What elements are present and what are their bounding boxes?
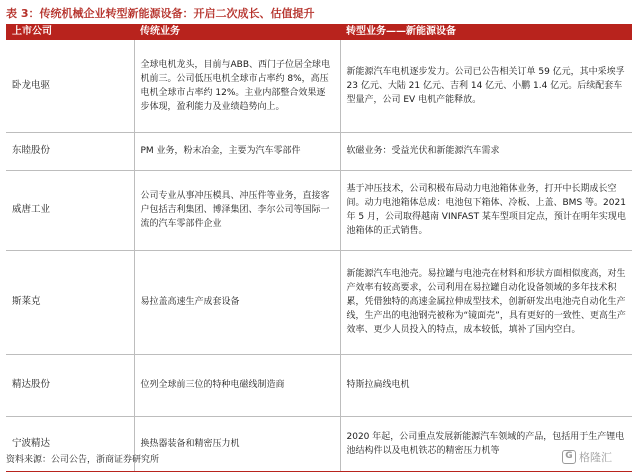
company-name: 威唐工业 (6, 170, 134, 250)
table-header-row (6, 24, 632, 40)
traditional-business: PM 业务，粉末冶金，主要为汽车零部件 (134, 132, 340, 170)
table-caption: 表 3：传统机械企业转型新能源设备：开启二次成长、估值提升 (6, 7, 315, 20)
newenergy-business: 基于冲压技术，公司积极布局动力电池箱体业务，打开中长期成长空间。动力电池箱体总成：电池包下箱体、冷板、上盖、BMS 等。2021 年 5 月，公司取得越南 VINFAST 某车型项目定点，预计在明年实现电池箱体的正式销售。 (340, 170, 632, 250)
column-header-company: 上市公司 (6, 24, 134, 40)
newenergy-business: 新能源汽车电机逐步发力。公司已公告相关订单 59 亿元，其中采埃孚 23 亿元、大陆 21 亿元、吉利 14 亿元、小鹏 1.4 亿元。后续配套车型量产，公司 EV 电机产能释放。 (340, 40, 632, 132)
table-row (6, 250, 632, 354)
table-row (6, 40, 632, 132)
company-name: 东睦股份 (6, 132, 134, 170)
traditional-business: 换热器装备和精密压力机 (134, 416, 340, 471)
newenergy-business: 2020 年起，公司重点发展新能源汽车领域的产品，包括用于生产锂电池结构件以及电机铁芯的精密压力机等 (340, 416, 632, 471)
table-row (6, 354, 632, 416)
source-note: 资料来源：公司公告，浙商证券研究所 (6, 455, 160, 465)
table-row (6, 170, 632, 250)
column-header-newenergy: 转型业务——新能源设备 (340, 24, 632, 40)
column-header-traditional: 传统业务 (134, 24, 340, 40)
company-name: 斯莱克 (6, 250, 134, 354)
traditional-business: 公司专业从事冲压模具、冲压件等业务，直接客户包括吉利集团、博泽集团、李尔公司等国际一流的汽车零部件企业 (134, 170, 340, 250)
traditional-business: 位列全球前三位的特种电磁线制造商 (134, 354, 340, 416)
company-name: 精达股份 (6, 354, 134, 416)
newenergy-business: 软磁业务：受益光伏和新能源汽车需求 (340, 132, 632, 170)
company-name: 卧龙电驱 (6, 40, 134, 132)
watermark (562, 449, 612, 465)
watermark-text: 格隆汇 (579, 451, 612, 464)
watermark-logo-icon: G (562, 450, 576, 464)
traditional-business: 全球电机龙头，目前与ABB、西门子位居全球电机前三。公司低压电机全球市占率约 8%，高压电机全球市占率约 12%。主业内部整合效果逐步体现，盈利能力及业绩趋势向上。 (134, 40, 340, 132)
company-name: 宁波精达 (6, 416, 134, 471)
newenergy-business: 特斯拉扁线电机 (340, 354, 632, 416)
table-row (6, 132, 632, 170)
newenergy-business: 新能源汽车电池壳。易拉罐与电池壳在材料和形状方面相似度高，对生产效率有较高要求，公司利用在易拉罐自动化设备领域的多年技术积累，凭借独特的高速金属拉伸成型技术，创新研发出电池壳自动化生产线，生产出的电池钢壳被称为“镜面壳”，具有更好的一致性、更高生产效率、更少人员投入的特点，成本较低，填补了国内空白。 (340, 250, 632, 354)
traditional-business: 易拉盖高速生产成套设备 (134, 250, 340, 354)
companies-table (6, 24, 632, 472)
